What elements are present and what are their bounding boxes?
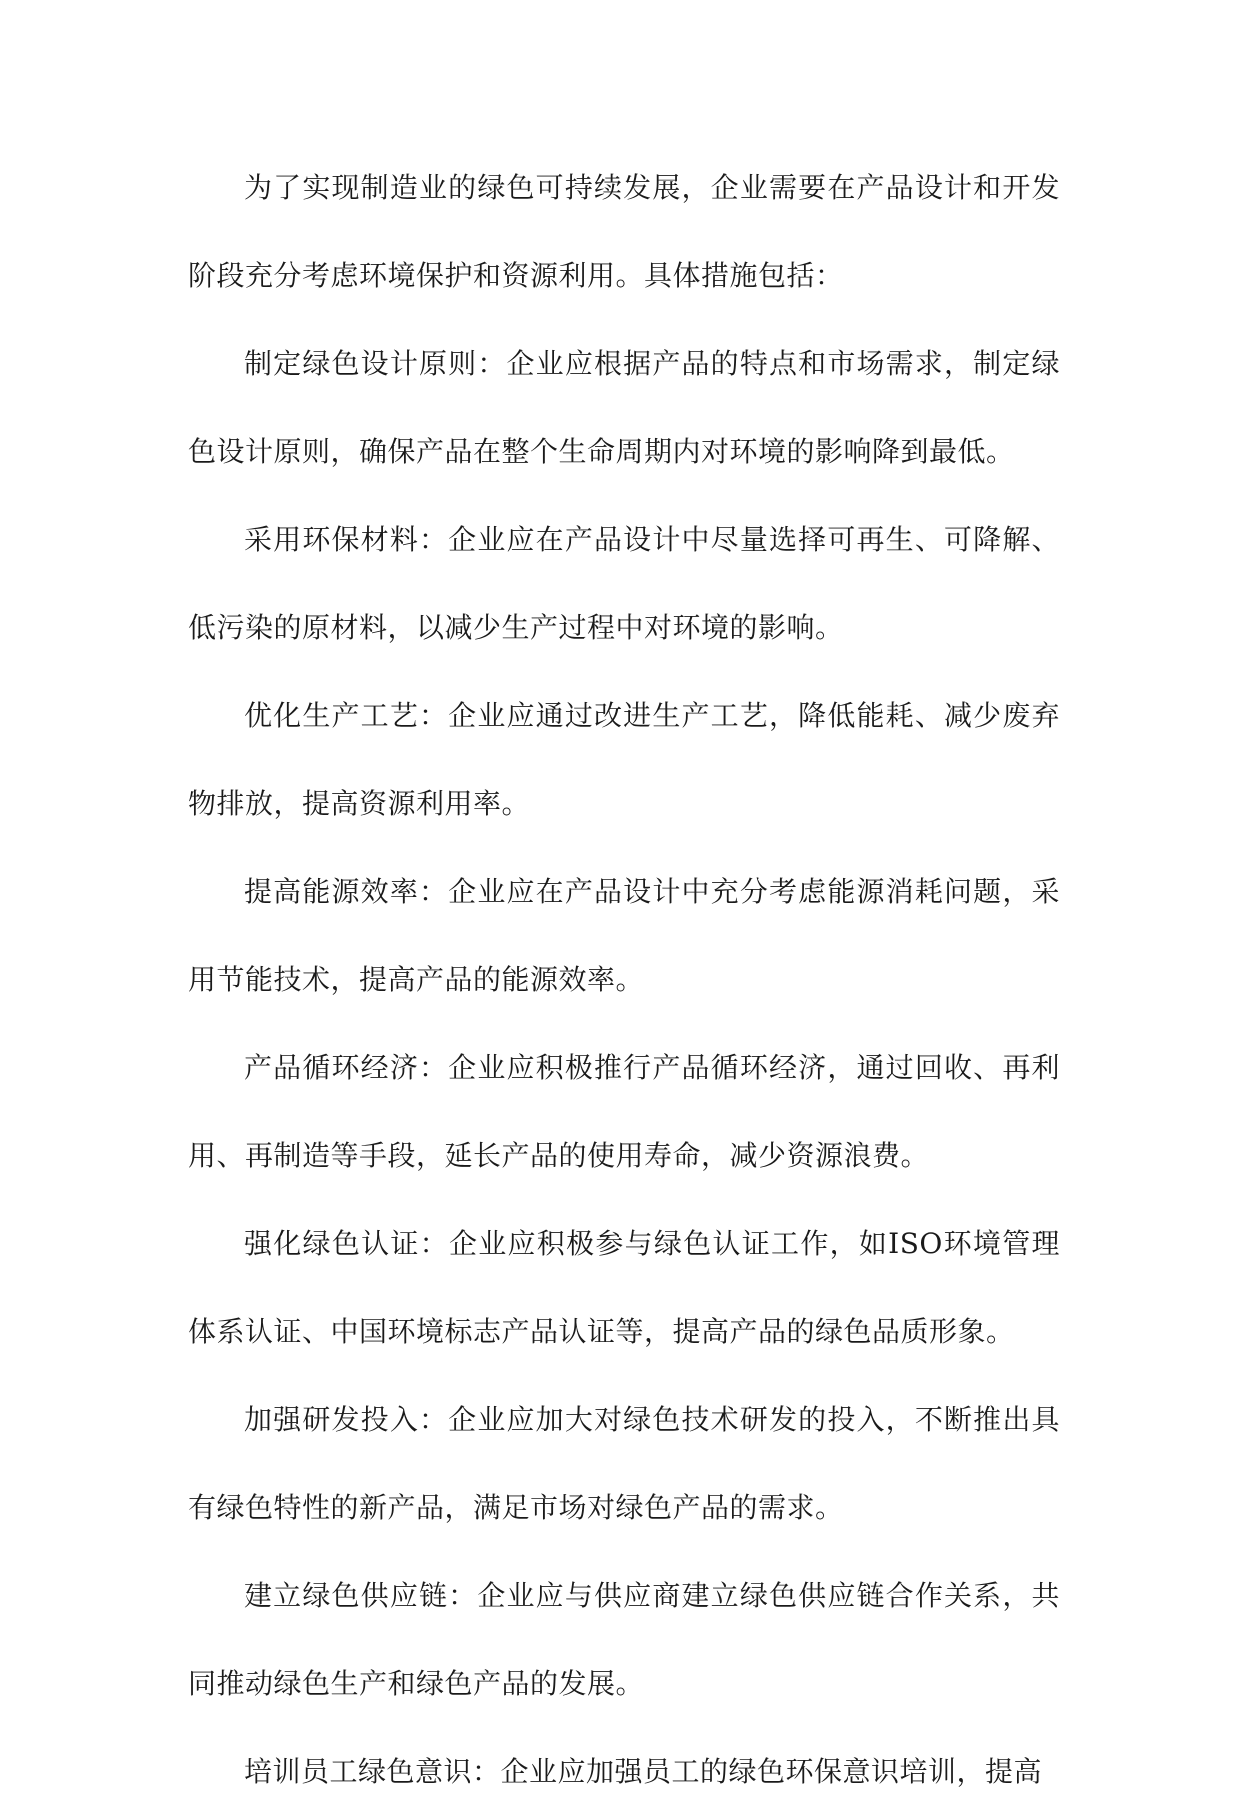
paragraph-rnd-investment: 加强研发投入：企业应加大对绿色技术研发的投入，不断推出具有绿色特性的新产品，满足市场对绿色产品的需求。	[188, 1403, 1060, 1524]
paragraph-energy-efficiency: 提高能源效率：企业应在产品设计中充分考虑能源消耗问题，采用节能技术，提高产品的能源效率。	[188, 875, 1060, 996]
paragraph-optimize-process: 优化生产工艺：企业应通过改进生产工艺，降低能耗、减少废弃物排放，提高资源利用率。	[188, 699, 1060, 820]
paragraph-green-certification: 强化绿色认证：企业应积极参与绿色认证工作，如ISO环境管理体系认证、中国环境标志产品认证等，提高产品的绿色品质形象。	[188, 1227, 1060, 1348]
paragraph-circular-economy: 产品循环经济：企业应积极推行产品循环经济，通过回收、再利用、再制造等手段，延长产品的使用寿命，减少资源浪费。	[188, 1051, 1060, 1172]
paragraph-green-supply-chain: 建立绿色供应链：企业应与供应商建立绿色供应链合作关系，共同推动绿色生产和绿色产品的发展。	[188, 1579, 1060, 1700]
paragraph-staff-training: 培训员工绿色意识：企业应加强员工的绿色环保意识培训，提高	[244, 1755, 1043, 1788]
paragraph-eco-materials: 采用环保材料：企业应在产品设计中尽量选择可再生、可降解、低污染的原材料，以减少生产过程中对环境的影响。	[188, 523, 1060, 644]
document-page	[188, 144, 1060, 1816]
paragraph-intro: 为了实现制造业的绿色可持续发展，企业需要在产品设计和开发阶段充分考虑环境保护和资源利用。具体措施包括：	[188, 171, 1060, 292]
paragraph-green-design-principles: 制定绿色设计原则：企业应根据产品的特点和市场需求，制定绿色设计原则，确保产品在整个生命周期内对环境的影响降到最低。	[188, 347, 1060, 468]
